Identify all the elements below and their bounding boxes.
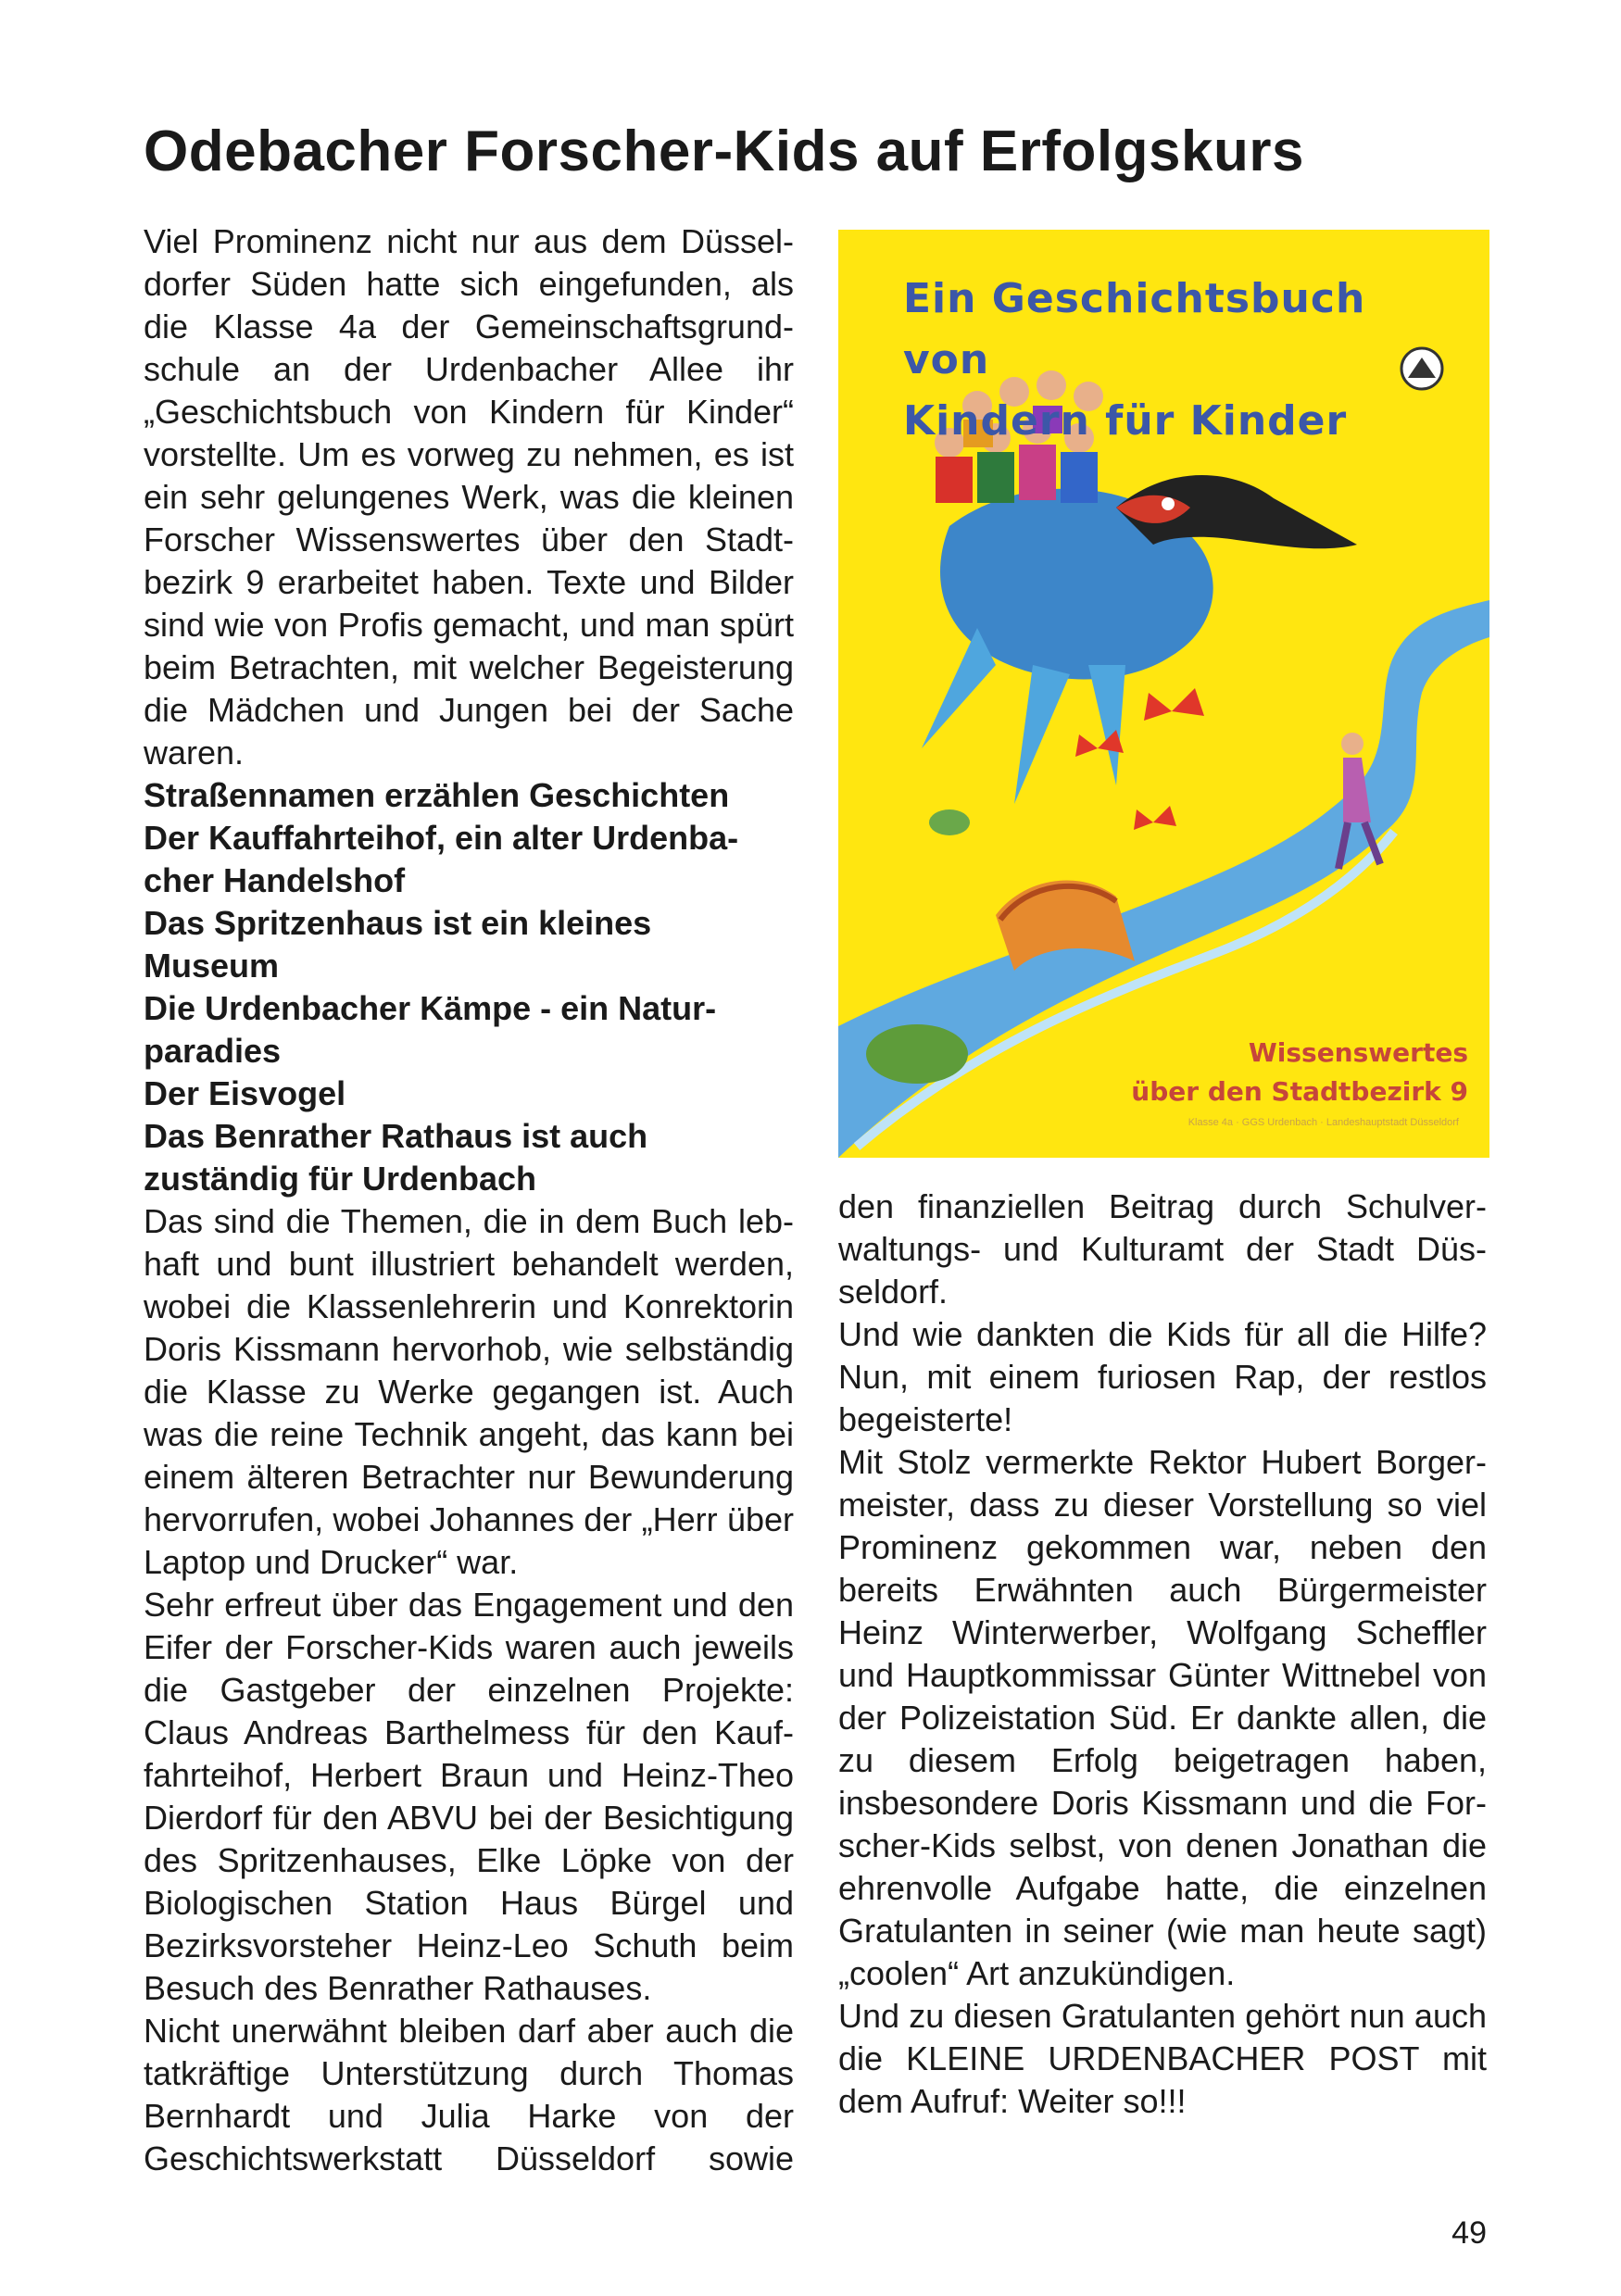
cover-title (903, 269, 1459, 452)
body-paragraph: Sehr erfreut über das Engagement und den Eifer der Forscher-Kids waren auch jeweils die Gastgeber der einzelnen Projekte: Claus Andreas Barthelmess für den Kauffahrteihof, Herbert Braun und Heinz-Theo Dierdorf für den ABVU bei der Besichtigung des Spritzenhauses, Elke Löpke von der Biologischen Station Haus Bürgel und Bezirksvorsteher Heinz-Leo Schuth beim Besuch des Benrather Rathauses. (144, 1586, 794, 2007)
body-paragraph: Mit Stolz vermerkte Rektor Hubert Borgermeister, dass zu dieser Vorstellung so viel Prominenz gekommen war, neben den bereits Erwähnten auch Bürgermeister Heinz Winterwerber, Wolfgang Scheffler und Hauptkommissar Günter Wittnebel von der Polizeistation Süd. Er dankte allen, die zu diesem Erfolg beigetragen haben, insbesondere Doris Kissmann und die Forscher-Kids selbst, von denen Jonathan die ehrenvolle Aufgabe hatte, die einzelnen Gratulanten in seiner (wie man heute sagt) „coolen“ Art anzukündigen. (838, 1443, 1487, 1992)
book-cover-image (838, 230, 1489, 1158)
right-text-column (838, 1186, 1487, 2123)
topic-heading: Der Eisvogel (144, 1074, 346, 1112)
body-paragraph: Und wie dankten die Kids für all die Hilfe? Nun, mit einem furiosen Rap, der restlos begeisterte! (838, 1315, 1487, 1438)
topic-heading: Das Spritzenhaus ist ein kleines Museum (144, 904, 652, 985)
topic-heading: Das Benrather Rathaus ist auch zuständig für Urdenbach (144, 1117, 648, 1198)
topic-heading: Der Kauffahrteihof, ein alter Urdenbacher Handelshof (144, 819, 739, 899)
intro-paragraph: Viel Prominenz nicht nur aus dem Düsseldorfer Süden hatte sich eingefunden, als die Klasse 4a der Gemeinschaftsgrundschule an der Urdenbacher Allee ihr „Geschichtsbuch von Kindern für Kinder“ vorstellte. Um es vorweg zu nehmen, es ist ein sehr gelungenes Werk, was die kleinen Forscher Wissenswertes über den Stadtbezirk 9 erarbeitet haben. Texte und Bilder sind wie von Profis gemacht, und man spürt beim Betrachten, mit welcher Begeisterung die Mädchen und Jungen bei der Sache waren. (144, 222, 794, 772)
cover-subtitle-line: über den Stadtbezirk 9 (1131, 1076, 1468, 1107)
cover-subtitle (1079, 1034, 1468, 1111)
body-paragraph: den finanziellen Beitrag durch Schulverwaltungs- und Kulturamt der Stadt Düsseldorf. (838, 1187, 1487, 1311)
body-paragraph: Und zu diesen Gratulanten gehört nun auch die KLEINE URDENBACHER POST mit dem Aufruf: Weiter so!!! (838, 1997, 1487, 2120)
cover-title-line: Ein Geschichtsbuch von (903, 275, 1366, 383)
topic-heading: Straßennamen erzählen Geschichten (144, 776, 730, 814)
page-number: 49 (1451, 2215, 1487, 2251)
topic-heading: Die Urdenbacher Kämpe - ein Naturparadies (144, 989, 717, 1070)
left-text-column (144, 220, 794, 2180)
cover-subtitle-line: Wissenswertes (1248, 1037, 1468, 1068)
cover-title-line: Kindern für Kinder (903, 397, 1348, 445)
cover-fine-print: Klasse 4a · GGS Urdenbach · Landeshauptstadt Düsseldorf (1187, 1117, 1459, 1128)
body-paragraph: Das sind die Themen, die in dem Buch lebhaft und bunt illustriert behandelt werden, wobei die Klassenlehrerin und Konrektorin Doris Kissmann hervorhob, wie selbständig die Klasse zu Werke gegangen ist. Auch was die reine Technik angeht, das kann bei einem älteren Betrachter nur Bewunderung hervorrufen, wobei Johannes der „Herr über Laptop und Drucker“ war. (144, 1202, 794, 1581)
article-headline: Odebacher Forscher-Kids auf Erfolgskurs (144, 119, 1304, 183)
body-paragraph: Nicht unerwähnt bleiben darf aber auch die tatkräftige Unterstützung durch Thomas Bernhardt und Julia Harke von der Geschichtswerkstatt Düsseldorf sowie (144, 2012, 794, 2177)
